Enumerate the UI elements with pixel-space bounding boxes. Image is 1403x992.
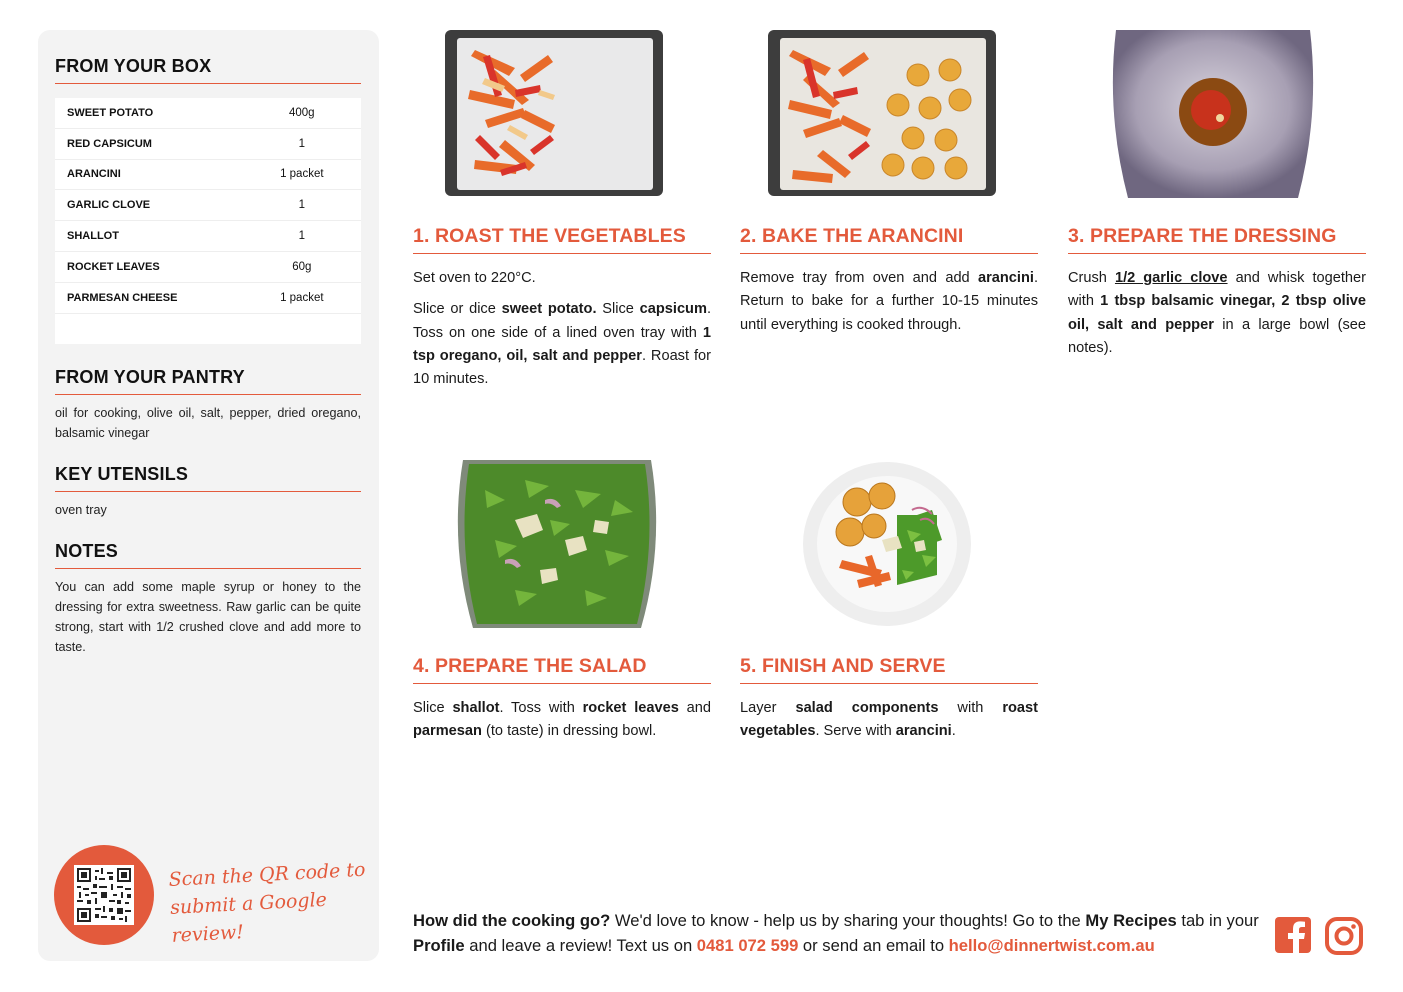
bold-span: 1 tbsp balsamic vinegar, 2 tbsp olive oil, salt and pepper [1068, 293, 1366, 333]
step-4-heading: 4. PREPARE THE SALAD [413, 655, 711, 684]
dressing-bowl-photo [1108, 30, 1318, 198]
bold-span: arancini [895, 723, 952, 740]
ingredient-name: GARLIC CLOVE [67, 199, 151, 212]
qr-caption [168, 855, 383, 950]
text-span: . Toss on one side of a lined oven tray with [413, 301, 712, 341]
bold-span: capsicum [639, 301, 707, 318]
step-4-body [413, 697, 711, 752]
step-finish-serve [740, 460, 1038, 760]
step-5-instructions [740, 697, 1038, 744]
bake-arancini-photo [768, 30, 998, 198]
step-3-heading: 3. PREPARE THE DRESSING [1068, 225, 1366, 254]
ingredient-name: ARANCINI [67, 168, 121, 181]
ingredient-name: SWEET POTATO [67, 106, 154, 119]
text-span: and whisk together with [1068, 270, 1367, 310]
step-2-body [740, 267, 1038, 345]
notes-section [55, 541, 361, 657]
text-span: Layer [740, 700, 796, 716]
ingredient-row [55, 221, 361, 252]
qr-caption-line-2: submit a Google review! [169, 888, 328, 947]
ingredient-qty: 1 packet [280, 291, 324, 304]
text-span: and leave a review! Text us on [464, 936, 697, 955]
bold-span: sweet potato. [501, 301, 597, 318]
sidebar-panel [38, 30, 379, 961]
bold-underlined-span: 1/2 garlic clove [1114, 270, 1228, 286]
bold-span: shallot [452, 700, 500, 716]
my-recipes-label: My Recipes [1085, 911, 1177, 930]
ingredient-name: SHALLOT [67, 230, 119, 243]
from-your-box-section [55, 56, 361, 344]
ingredient-row [55, 160, 361, 191]
ingredient-qty: 1 [298, 230, 305, 243]
text-span: or send an email to [798, 936, 949, 955]
text-span: Slice or dice [413, 301, 502, 318]
facebook-icon[interactable] [1275, 917, 1313, 955]
ingredient-qty: 400g [289, 106, 315, 119]
text-span: Slice [596, 301, 640, 318]
pantry-heading: FROM YOUR PANTRY [55, 367, 361, 395]
text-span: . Toss with [499, 700, 583, 716]
qr-caption-line-1: Scan the QR code to [168, 858, 366, 891]
step-4-instructions [413, 697, 711, 744]
text-span: . [951, 723, 956, 740]
from-your-box-heading: FROM YOUR BOX [55, 56, 361, 84]
step-1-body [413, 267, 711, 399]
step-5-body [740, 697, 1038, 752]
salad-bowl-photo [455, 460, 659, 628]
roast-vegetables-photo [445, 30, 665, 198]
instagram-icon[interactable] [1325, 917, 1363, 955]
pantry-section [55, 367, 361, 443]
step-bake-arancini [740, 30, 1038, 410]
text-span: . Return to bake for a further 10-15 minutes until everything is cooked through. [740, 270, 1038, 333]
ingredient-row-empty [55, 314, 361, 344]
ingredient-name: ROCKET LEAVES [67, 260, 160, 273]
pantry-text: oil for cooking, olive oil, salt, pepper, dried oregano, balsamic vinegar [55, 406, 361, 440]
step-1-heading: 1. ROAST THE VEGETABLES [413, 225, 711, 254]
notes-heading: NOTES [55, 541, 361, 569]
ingredient-row [55, 129, 361, 160]
bold-span: 1 tsp oregano, oil, salt and pepper [413, 324, 711, 364]
text-span: tab in your [1176, 911, 1259, 930]
ingredient-row [55, 190, 361, 221]
text-span: . Serve with [815, 723, 896, 740]
step-2-heading: 2. BAKE THE ARANCINI [740, 225, 1038, 254]
finished-plate-photo [802, 460, 972, 628]
email-link[interactable]: hello@dinnertwist.com.au [948, 936, 1155, 955]
text-span: Remove tray from oven and add [740, 270, 978, 286]
step-5-heading: 5. FINISH AND SERVE [740, 655, 1038, 684]
utensils-section [55, 464, 361, 520]
utensils-heading: KEY UTENSILS [55, 464, 361, 492]
step-3-instructions [1068, 267, 1366, 360]
step-roast-vegetables [413, 30, 711, 410]
step-1-oven-temp: Set oven to 220°C. [413, 270, 536, 286]
text-span: with [938, 700, 1003, 716]
ingredient-row [55, 252, 361, 283]
text-span: and [678, 700, 712, 716]
text-span: Slice [413, 700, 453, 716]
bold-span: roast vegetables [740, 700, 1039, 740]
ingredient-row [55, 283, 361, 314]
feedback-question: How did the cooking go? [413, 911, 611, 930]
step-3-body [1068, 267, 1366, 368]
step-2-instructions [740, 267, 1038, 337]
ingredient-name: PARMESAN CHEESE [67, 291, 178, 304]
ingredient-row [55, 98, 361, 129]
bold-span: salad components [795, 700, 939, 716]
ingredients-table [55, 98, 361, 344]
phone-link[interactable]: 0481 072 599 [696, 936, 799, 955]
text-span: . Roast for 10 minutes. [413, 347, 711, 388]
feedback-footer [413, 908, 1263, 958]
step-1-instructions [413, 298, 711, 391]
step-prepare-salad [413, 460, 711, 760]
text-span: Crush [1068, 270, 1115, 286]
notes-text: You can add some maple syrup or honey to the dressing for extra sweetness. Raw garlic can be quite strong, start with 1/2 crushed clove and add more to taste. [55, 580, 361, 654]
ingredient-qty: 1 packet [280, 168, 324, 181]
qr-code-badge[interactable] [54, 845, 154, 945]
text-span: We'd love to know - help us by sharing your thoughts! Go to the [610, 911, 1086, 930]
text-span: in a large bowl (see notes). [1068, 316, 1366, 356]
utensils-text: oven tray [55, 503, 107, 517]
ingredient-name: RED CAPSICUM [67, 137, 152, 150]
bold-span: rocket leaves [582, 700, 679, 716]
bold-span: parmesan [413, 723, 482, 740]
ingredient-qty: 60g [292, 260, 312, 273]
ingredient-qty: 1 [298, 199, 305, 212]
text-span: (to taste) in dressing bowl. [481, 723, 657, 740]
step-prepare-dressing [1068, 30, 1366, 410]
profile-label: Profile [413, 936, 465, 955]
qr-code-icon[interactable] [74, 865, 134, 925]
bold-span: arancini [977, 270, 1034, 286]
ingredient-qty: 1 [298, 137, 305, 150]
